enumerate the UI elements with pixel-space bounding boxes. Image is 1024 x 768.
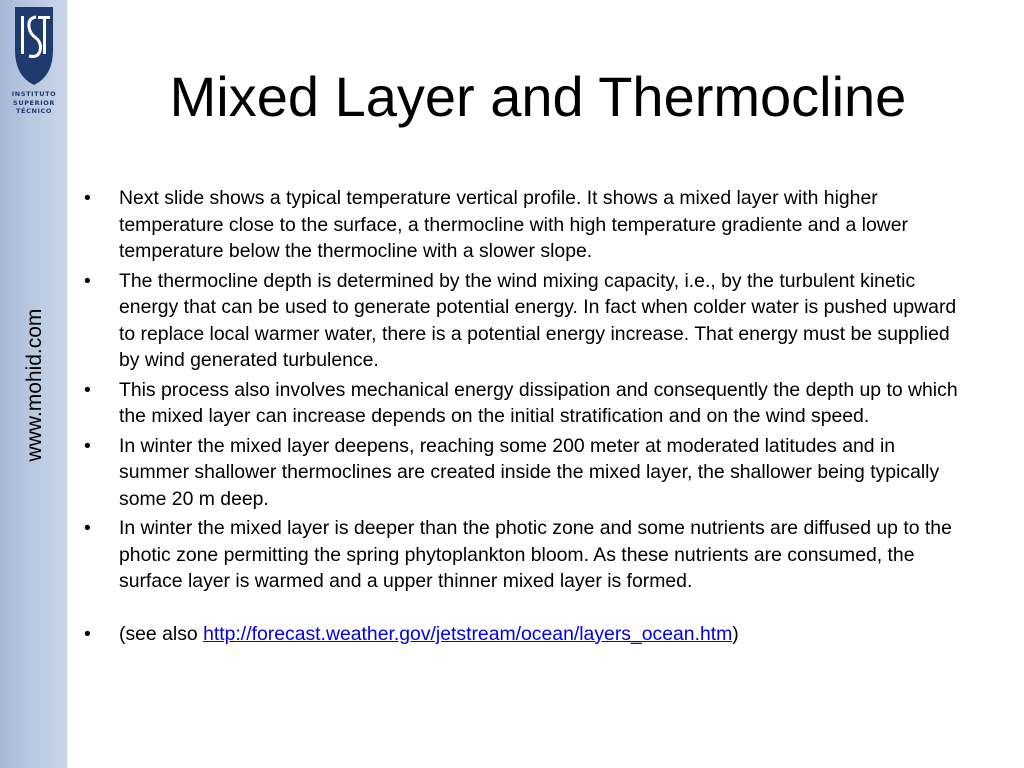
see-also-suffix: ) bbox=[732, 622, 739, 645]
logo-line-3: TÉCNICO bbox=[16, 107, 52, 115]
bullet-item: • Next slide shows a typical temperature vertical profile. It shows a mixed layer with higher temperature close to the surface, a thermocline with high temperature gradiente and a lower temperature below the thermocline with a slower slope. bbox=[80, 185, 965, 265]
bullet-item: • In winter the mixed layer deepens, reaching some 200 meter at moderated latitudes and in summer shallower thermoclines are created inside the mixed layer, the shallower being typically some 20 m deep. bbox=[80, 433, 965, 513]
slide-title: Mixed Layer and Thermocline bbox=[169, 65, 907, 128]
see-also-prefix: (see also bbox=[119, 622, 204, 645]
ist-logo bbox=[6, 4, 62, 122]
see-also-link[interactable]: http://forecast.weather.gov/jetstream/ocean/layers_ocean.htm bbox=[203, 622, 733, 645]
sidebar bbox=[0, 0, 67, 768]
site-url: www.mohid.com bbox=[23, 308, 46, 462]
bullet-item: • The thermocline depth is determined by the wind mixing capacity, i.e., by the turbulent kinetic energy that can be used to generate potential energy. In fact when colder water is pushed upward to replace local warmer water, there is a potential energy increase. That energy must be supplied by wind generated turbulence. bbox=[80, 268, 965, 374]
logo-line-1: INSTITUTO bbox=[11, 90, 57, 98]
bullet-item: • This process also involves mechanical energy dissipation and consequently the depth up to which the mixed layer can increase depends on the initial stratification and on the wind speed. bbox=[80, 377, 965, 430]
bullet-item: • In winter the mixed layer is deeper than the photic zone and some nutrients are diffused up to the photic zone permitting the spring phytoplankton bloom. As these nutrients are consumed, the surface layer is warmed and a upper thinner mixed layer is formed. bbox=[80, 515, 965, 595]
ist-shield-icon bbox=[14, 6, 54, 86]
logo-text bbox=[6, 90, 62, 116]
see-also-item bbox=[80, 621, 965, 648]
bullet-list bbox=[80, 185, 965, 650]
logo-line-2: SUPERIOR bbox=[13, 98, 55, 107]
